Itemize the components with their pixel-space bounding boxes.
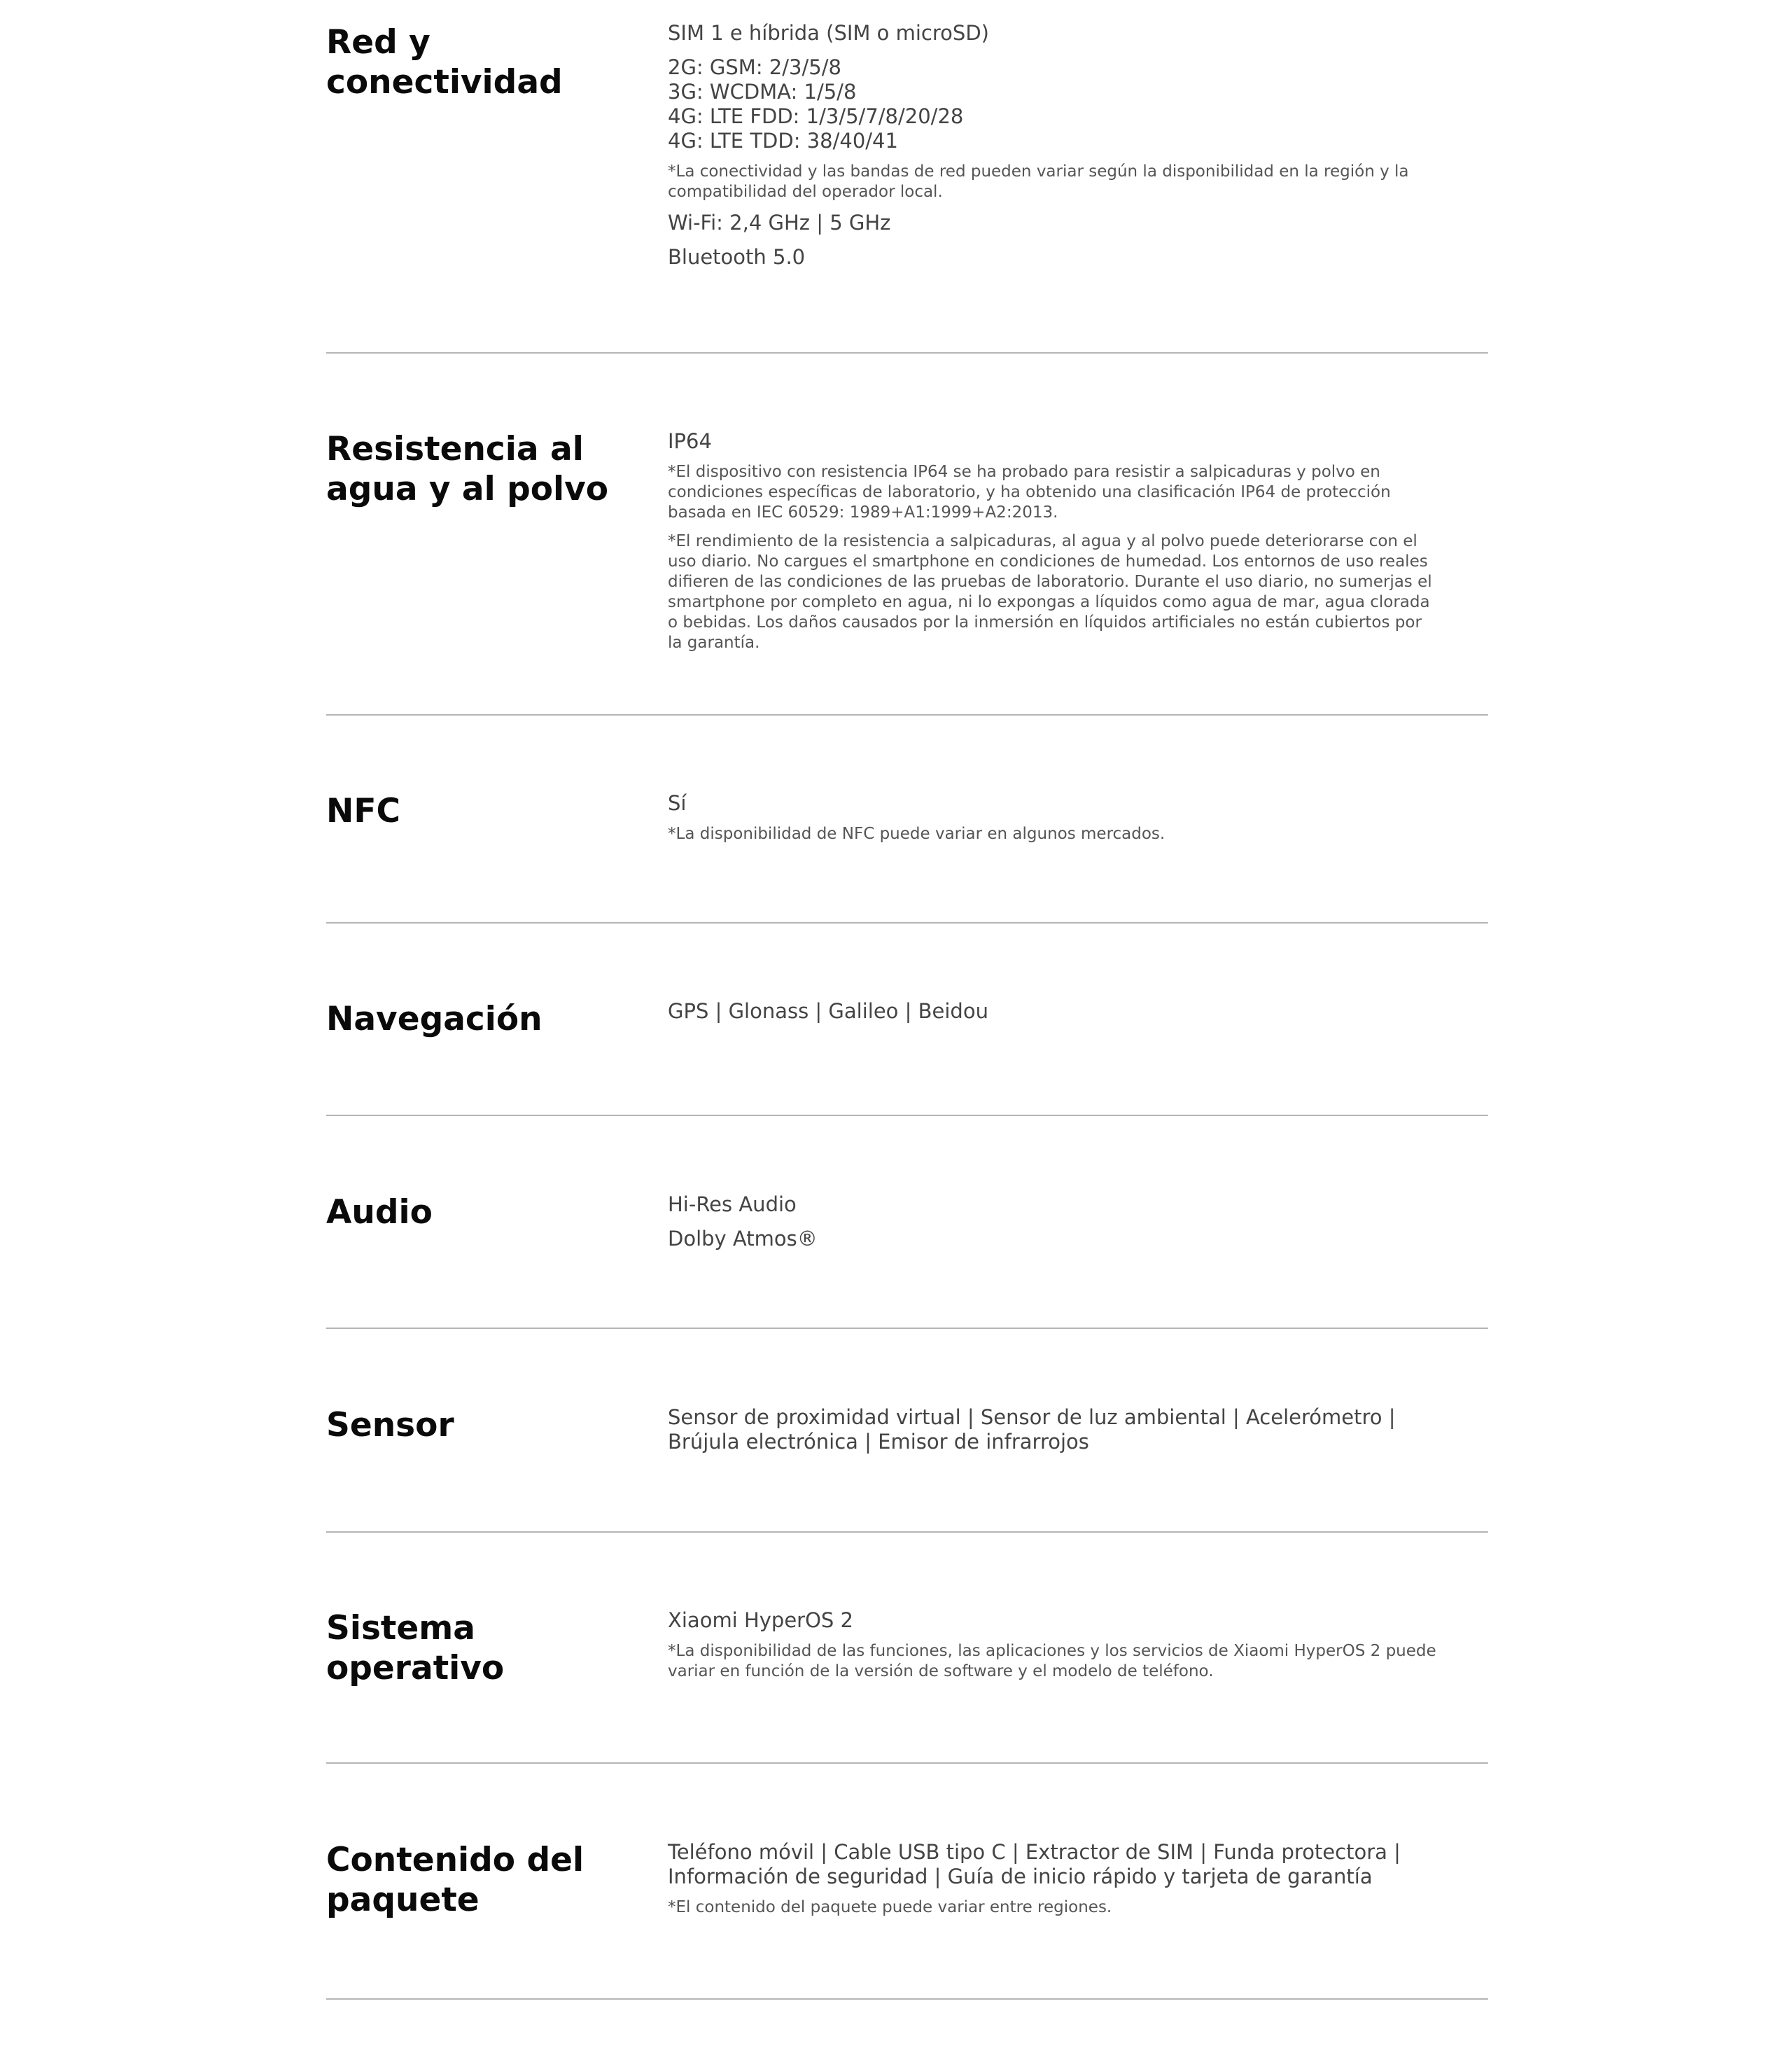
divider xyxy=(326,1762,1488,1764)
spec-nfc: Sí xyxy=(668,791,687,815)
section-body-package xyxy=(668,1840,1438,1926)
spec-os: Xiaomi HyperOS 2 xyxy=(668,1608,854,1632)
spec-package: Teléfono móvil | Cable USB tipo C | Extractor de SIM | Funda protectora | Información de seguridad | Guía de inicio rápido y tarjeta de garantía xyxy=(668,1840,1401,1888)
spec-note-ip-1: *El dispositivo con resistencia IP64 se ha probado para resistir a salpicaduras y polvo en condiciones específicas de laboratorio, y ha obtenido una clasificación IP64 de protección basada en IEC 60529: 1989+A1:1999+A2:2013. xyxy=(668,463,1391,522)
divider xyxy=(326,922,1488,924)
section-body-sensor xyxy=(668,1405,1438,1454)
spec-band-4g-tdd: 4G: LTE TDD: 38/40/41 xyxy=(668,129,898,153)
section-title-package: Contenido del paquete xyxy=(326,1841,584,1919)
divider xyxy=(326,1115,1488,1116)
spec-band-4g-fdd: 4G: LTE FDD: 1/3/5/7/8/20/28 xyxy=(668,104,964,128)
spec-sim: SIM 1 e híbrida (SIM o microSD) xyxy=(668,21,989,45)
spec-wifi: Wi-Fi: 2,4 GHz | 5 GHz xyxy=(668,211,891,235)
spec-note-nfc: *La disponibilidad de NFC puede variar en algunos mercados. xyxy=(668,825,1166,843)
spec-sensor: Sensor de proximidad virtual | Sensor de luz ambiental | Acelerómetro | Brújula electrónica | Emisor de infrarrojos xyxy=(668,1405,1396,1454)
section-title-os: Sistema operativo xyxy=(326,1609,505,1687)
section-title-audio: Audio xyxy=(326,1193,433,1232)
section-body-network xyxy=(668,21,1438,270)
section-body-water-resistance xyxy=(668,429,1438,662)
section-title-navigation: Navegación xyxy=(326,1000,542,1038)
section-body-os xyxy=(668,1608,1438,1690)
spec-audio-hires: Hi-Res Audio xyxy=(668,1192,797,1216)
spec-note-os: *La disponibilidad de las funciones, las aplicaciones y los servicios de Xiaomi HyperOS 2 puede variar en función de la versión de software y el modelo de teléfono. xyxy=(668,1642,1436,1680)
section-title-nfc: NFC xyxy=(326,792,400,830)
section-body-audio xyxy=(668,1192,1438,1251)
spec-note-ip-2: *El rendimiento de la resistencia a salpicaduras, al agua y al polvo puede deteriorarse con el uso diario. No cargues el smartphone en condiciones de humedad. Los entornos de uso reales difieren de las condiciones de las pruebas de laboratorio. Durante el uso diario, no sumerjas el smartphone por completo en agua, ni lo expongas a líquidos como agua de mar, agua clorada o bebidas. Los daños causados por la inmersión en líquidos artificiales no están cubiertos por la garantía. xyxy=(668,532,1432,652)
section-body-nfc xyxy=(668,791,1438,853)
spec-note-network: *La conectividad y las bandas de red pueden variar según la disponibilidad en la región y la compatibilidad del operador local. xyxy=(668,162,1409,201)
spec-band-3g: 3G: WCDMA: 1/5/8 xyxy=(668,80,857,104)
section-body-navigation xyxy=(668,999,1438,1024)
section-title-water-resistance: Resistencia al agua y al polvo xyxy=(326,430,609,508)
spec-audio-dolby: Dolby Atmos® xyxy=(668,1227,818,1251)
section-title-network: Red y conectividad xyxy=(326,23,563,102)
spec-navigation: GPS | Glonass | Galileo | Beidou xyxy=(668,999,988,1023)
section-title-sensor: Sensor xyxy=(326,1406,454,1444)
spec-bluetooth: Bluetooth 5.0 xyxy=(668,245,806,269)
divider xyxy=(326,1328,1488,1329)
divider xyxy=(326,1531,1488,1533)
spec-band-2g: 2G: GSM: 2/3/5/8 xyxy=(668,55,841,79)
spec-note-package: *El contenido del paquete puede variar entre regiones. xyxy=(668,1898,1112,1916)
divider xyxy=(326,714,1488,716)
divider xyxy=(326,352,1488,354)
spec-ip-rating: IP64 xyxy=(668,429,712,453)
divider xyxy=(326,1998,1488,2000)
